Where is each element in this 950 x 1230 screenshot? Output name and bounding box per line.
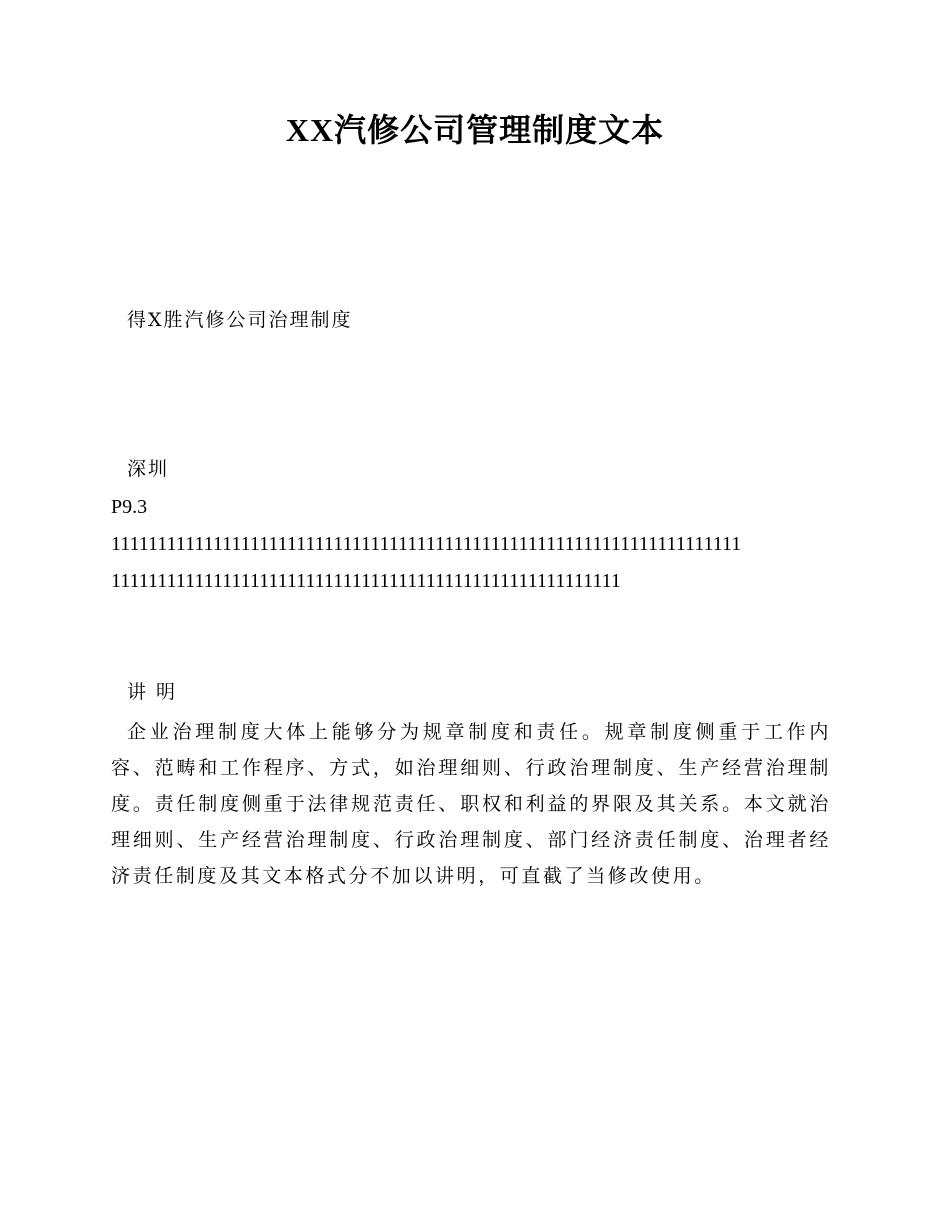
filler-line-1: 11111111111111111111111111111111111111111111111111111111111111111111 [111, 533, 742, 555]
document-subtitle: 得X胜汽修公司治理制度 [127, 309, 353, 331]
section-heading: 讲 明 [127, 681, 178, 703]
filler-line-2: 1111111111111111111111111111111111111111111111111111111 [111, 570, 621, 592]
body-paragraph: 企业治理制度大体上能够分为规章制度和责任。规章制度侧重于工作内容、范畴和工作程序、方式，如治理细则、行政治理制度、生产经营治理制度。责任制度侧重于法律规范责任、职权和利益的界限及其关系。本文就治理细则、生产经营治理制度、行政治理制度、部门经济责任制度、治理者经济责任制度及其文本格式分不加以讲明，可直截了当修改使用。 [111, 721, 831, 887]
document-title: XX汽修公司管理制度文本 [285, 112, 665, 148]
document-code: P9.3 [111, 496, 148, 518]
location-label: 深圳 [127, 458, 170, 480]
